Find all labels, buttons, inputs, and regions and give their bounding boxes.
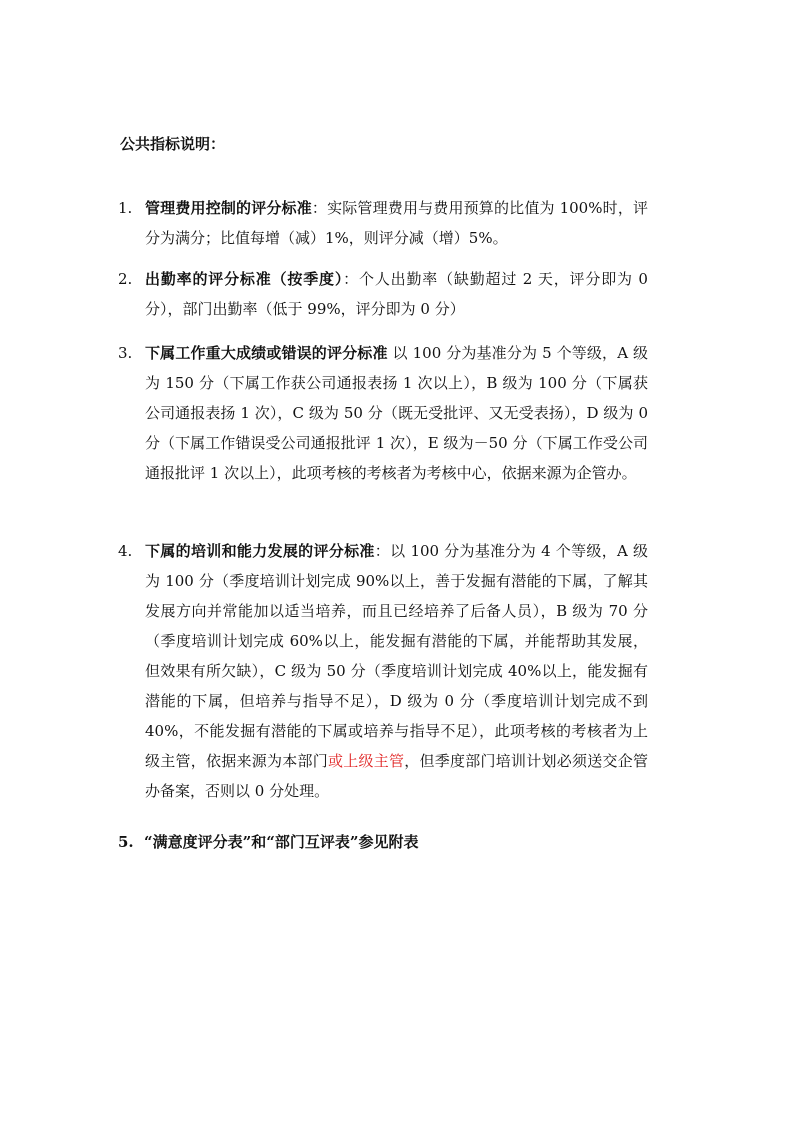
item-body: 以 100 分为基准分为 5 个等级，A 级为 150 分（下属工作获公司通报表扬 1 次以上），B 级为 100 分（下属获公司通报表扬 1 次），C 级为 50 分（既无受批评、又无受表扬），D 级为 0 分（下属工作错误受公司通报批评 1 次），E 级为－50 分（下属工作受公司通报批评 1 次以上），此项考核的考核者为考核中心，依据来源为企管办。 xyxy=(145,344,648,482)
list-item-3 xyxy=(118,338,648,488)
item-body: ：实际管理费用与费用预算的比值为 100%时，评分为满分；比值每增（减）1%，则评分减（增）5%。 xyxy=(145,199,648,247)
item-title: “满意度评分表”和“部门互评表”参见附表 xyxy=(144,833,419,851)
list-item-1 xyxy=(118,193,648,253)
list-number: 5. xyxy=(118,833,134,851)
list-item-4 xyxy=(118,536,648,806)
list-number: 2. xyxy=(118,270,133,288)
item-title: 管理费用控制的评分标准 xyxy=(145,199,312,217)
list-number: 4. xyxy=(118,542,133,560)
item-title: 出勤率的评分标准（按季度） xyxy=(145,270,344,288)
item-title: 下属的培训和能力发展的评分标准 xyxy=(145,542,375,560)
item-body: ：个人出勤率（缺勤超过 2 天，评分即为 0 分），部门出勤率（低于 99%，评分即为 0 分） xyxy=(145,270,648,318)
list-item-5 xyxy=(118,827,419,857)
list-number: 1. xyxy=(118,199,133,217)
list-number: 3. xyxy=(118,344,133,362)
item-body: ：以 100 分为基准分为 4 个等级，A 级为 100 分（季度培训计划完成 90%以上，善于发掘有潜能的下属，了解其发展方向并常能加以适当培养，而且已经培养了后备人员），B 级为 70 分（季度培训计划完成 60%以上，能发掘有潜能的下属，并能帮助其发展，但效果有所欠缺），C 级为 50 分（季度培训计划完成 40%以上，能发掘有潜能的下属，但培养与指导不足），D 级为 0 分（季度培训计划完成不到 40%，不能发掘有潜能的下属或培养与指导不足），此项考核的考核者为上级主管，依据来源为本部门 xyxy=(145,542,648,770)
list-item-2 xyxy=(118,264,648,324)
highlighted-text: 或上级主管 xyxy=(327,752,405,770)
item-title: 下属工作重大成绩或错误的评分标准 xyxy=(145,344,388,362)
item-body-end: ，但季度部门培训计划必须送交企管办备案，否则以 0 分处理。 xyxy=(145,752,648,800)
section-heading: 公共指标说明： xyxy=(120,135,226,153)
